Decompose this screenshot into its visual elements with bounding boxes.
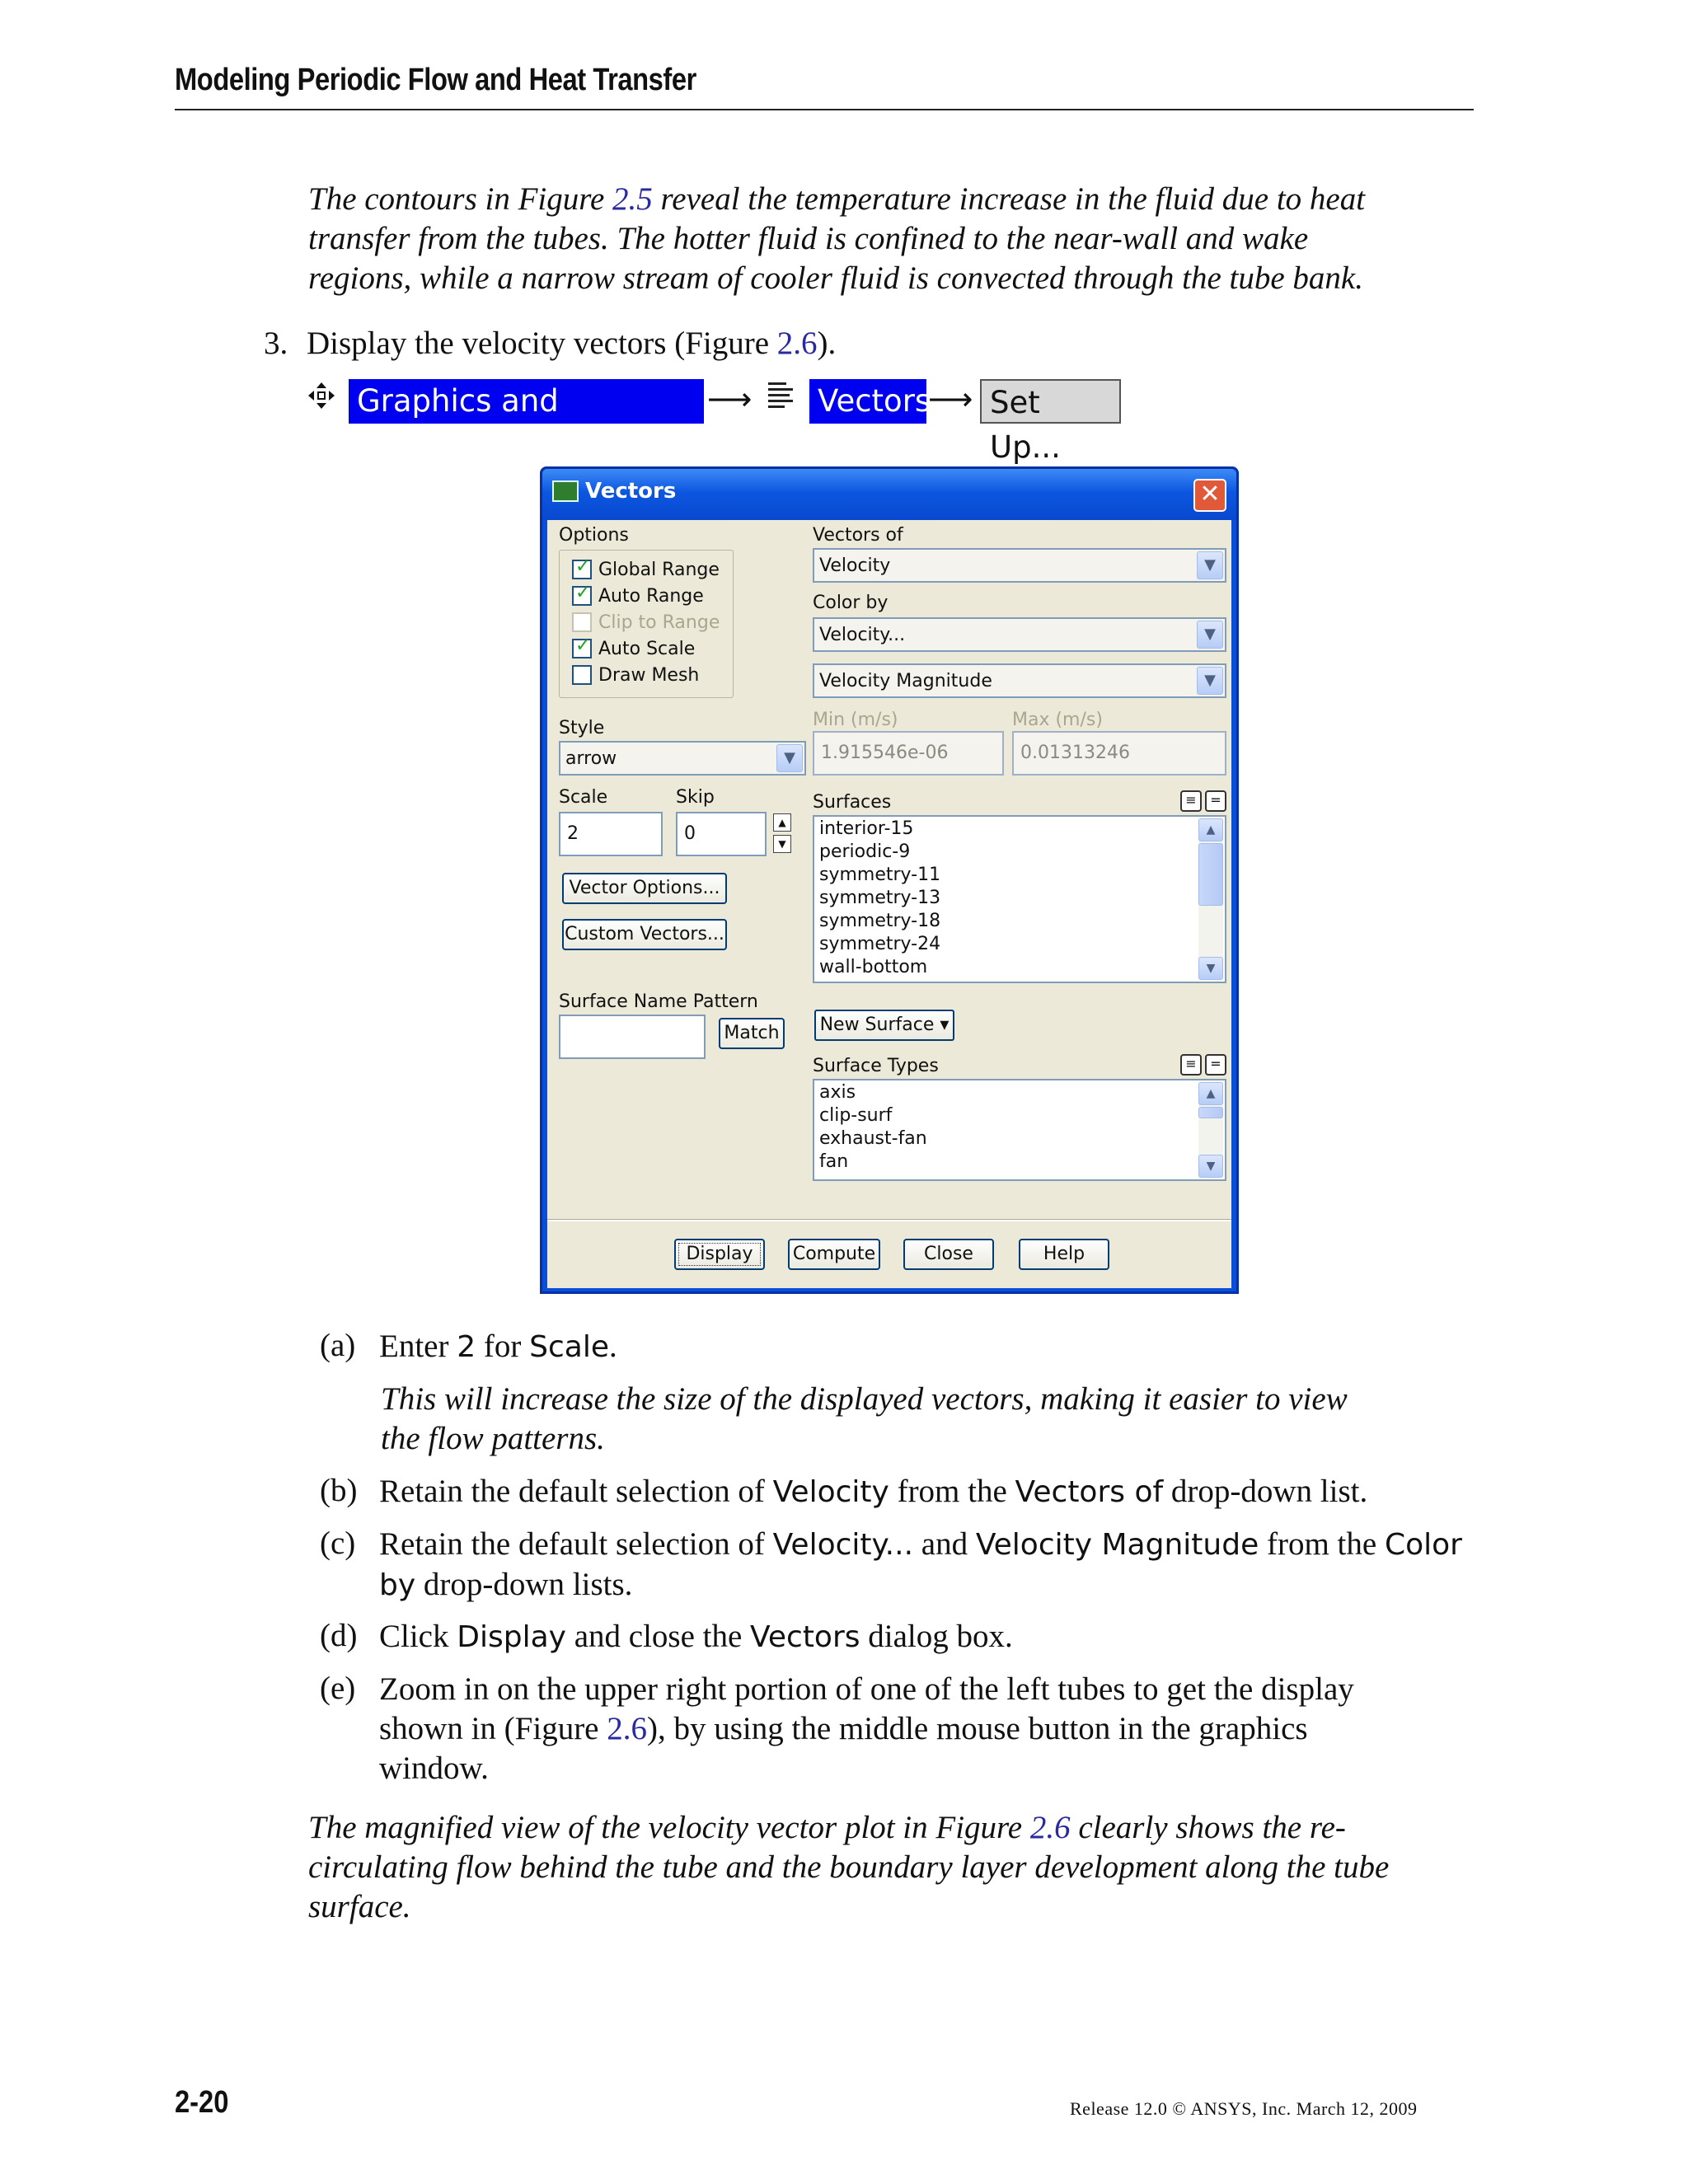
list-item[interactable]: interior-15 xyxy=(819,818,914,839)
close-button[interactable]: Close xyxy=(903,1239,994,1270)
intro-line-1: The contours in Figure 2.5 reveal the temperature increase in the fluid due to heat xyxy=(308,181,1366,217)
header-rule xyxy=(175,109,1474,110)
scroll-up-icon[interactable]: ▲ xyxy=(1198,818,1223,841)
scale-input[interactable] xyxy=(559,812,663,856)
list-item[interactable]: symmetry-24 xyxy=(819,934,941,954)
substep-c-line-2: by drop-down lists. xyxy=(379,1567,633,1602)
color-by-dropdown[interactable] xyxy=(813,617,1226,652)
closing-paragraph xyxy=(308,1808,1474,1927)
surface-name-pattern-input[interactable] xyxy=(559,1015,706,1059)
help-button[interactable]: Help xyxy=(1019,1239,1109,1270)
clip-to-range-label: Clip to Range xyxy=(598,612,720,633)
figure-link[interactable]: 2.6 xyxy=(1029,1810,1071,1845)
min-field xyxy=(813,731,1004,776)
deselect-all-icon[interactable]: = xyxy=(1205,790,1226,812)
global-range-label: Global Range xyxy=(598,560,720,580)
substep-d-label: (d) xyxy=(320,1618,358,1653)
closing-line-2: circulating flow behind the tube and the boundary layer development along the tube xyxy=(308,1849,1390,1885)
substep-e-line-2: shown in (Figure 2.6), by using the middle mouse button in the graphics xyxy=(379,1711,1308,1746)
color-by-value: Velocity... xyxy=(819,625,906,645)
auto-range-checkbox[interactable] xyxy=(572,583,592,606)
substep-b-label: (b) xyxy=(320,1473,358,1508)
options-label: Options xyxy=(559,525,629,546)
scroll-thumb[interactable] xyxy=(1198,1107,1223,1118)
vectors-of-label: Vectors of xyxy=(813,525,903,546)
note-line: This will increase the size of the displayed vectors, making it easier to view xyxy=(381,1381,1348,1417)
dialog-title: Vectors xyxy=(585,479,677,504)
check-icon: ✓ xyxy=(575,556,591,577)
match-button[interactable]: Match xyxy=(719,1018,785,1049)
substep-b-text: Retain the default selection of Velocity from the Vectors of drop-down list. xyxy=(379,1474,1368,1509)
substep-c-line-1: Retain the default selection of Velocity... and Velocity Magnitude from the Color xyxy=(379,1526,1462,1562)
skip-increment-icon[interactable]: ▲ xyxy=(773,813,791,832)
clip-to-range-checkbox[interactable] xyxy=(572,612,592,632)
surface-types-list[interactable] xyxy=(813,1079,1226,1181)
list-item[interactable]: clip-surf xyxy=(819,1105,893,1126)
list-item[interactable]: axis xyxy=(819,1082,856,1103)
style-label: Style xyxy=(559,718,605,738)
scale-value: 2 xyxy=(567,823,579,844)
substep-d-text: Click Display and close the Vectors dialog box. xyxy=(379,1619,1013,1654)
auto-range-label: Auto Range xyxy=(598,586,704,607)
style-dropdown[interactable] xyxy=(559,741,806,776)
draw-mesh-checkbox[interactable] xyxy=(572,665,592,685)
max-field xyxy=(1012,731,1226,776)
color-by-sub-dropdown[interactable] xyxy=(813,663,1226,698)
closing-line-1: The magnified view of the velocity vector plot in Figure 2.6 clearly shows the re- xyxy=(308,1810,1346,1845)
substep-e-line-1: Zoom in on the upper right portion of one of the left tubes to get the display xyxy=(379,1671,1354,1707)
list-item[interactable]: fan xyxy=(819,1151,849,1172)
list-icon xyxy=(767,379,795,412)
skip-label: Skip xyxy=(676,787,715,808)
fluent-window-icon xyxy=(552,480,579,502)
substep-a-label: (a) xyxy=(320,1328,356,1363)
figure-link[interactable]: 2.6 xyxy=(776,326,818,361)
substep-a-text: Enter 2 for Scale. xyxy=(379,1329,617,1364)
intro-line-2: transfer from the tubes. The hotter fluid is confined to the near-wall and wake xyxy=(308,221,1309,256)
scroll-thumb[interactable] xyxy=(1198,843,1223,906)
skip-decrement-icon[interactable]: ▼ xyxy=(773,835,791,853)
check-icon: ✓ xyxy=(575,583,591,603)
draw-mesh-label: Draw Mesh xyxy=(598,665,700,686)
list-item[interactable]: symmetry-11 xyxy=(819,865,941,885)
skip-value: 0 xyxy=(684,823,696,844)
auto-scale-label: Auto Scale xyxy=(598,639,696,659)
vectors-of-dropdown[interactable] xyxy=(813,548,1226,583)
check-icon: ✓ xyxy=(575,635,591,656)
surfaces-label: Surfaces xyxy=(813,792,892,813)
scroll-down-icon[interactable]: ▼ xyxy=(1198,1155,1223,1178)
new-surface-button[interactable]: New Surface ▾ xyxy=(814,1010,954,1041)
substep-e-label: (e) xyxy=(320,1671,356,1706)
surfaces-list[interactable] xyxy=(813,815,1226,983)
vectors-link[interactable]: Vectors xyxy=(809,379,926,424)
path-arrow: ⟶ xyxy=(707,381,753,417)
scale-label: Scale xyxy=(559,787,608,808)
surface-types-label: Surface Types xyxy=(813,1056,939,1076)
min-value: 1.915546e-06 xyxy=(821,743,949,763)
deselect-all-icon[interactable]: = xyxy=(1205,1054,1226,1076)
dialog-client-area xyxy=(547,520,1231,1288)
substep-a-note xyxy=(381,1380,1474,1459)
list-item[interactable]: wall-bottom xyxy=(819,957,928,977)
chevron-down-icon[interactable]: ▼ xyxy=(1197,667,1223,695)
set-up-button[interactable]: Set Up... xyxy=(980,379,1121,424)
substep-e-text xyxy=(379,1670,1474,1788)
release-line: Release 12.0 © ANSYS, Inc. March 12, 2009 xyxy=(1070,2098,1418,2119)
step-3-text: Display the velocity vectors (Figure 2.6). xyxy=(307,326,837,361)
intro-line-3: regions, while a narrow stream of cooler fluid is convected through the tube bank. xyxy=(308,260,1363,296)
display-button[interactable]: Display xyxy=(674,1239,765,1270)
list-item[interactable]: symmetry-18 xyxy=(819,911,941,931)
global-range-checkbox[interactable] xyxy=(572,556,592,579)
vectors-dialog xyxy=(540,466,1239,1294)
note-line: the flow patterns. xyxy=(381,1421,605,1456)
select-all-icon[interactable]: ≡ xyxy=(1180,790,1202,812)
closing-line-3: surface. xyxy=(308,1889,411,1924)
surface-name-pattern-label: Surface Name Pattern xyxy=(559,991,758,1012)
list-item[interactable]: periodic-9 xyxy=(819,841,911,862)
list-item[interactable]: symmetry-13 xyxy=(819,888,941,908)
surfaces-scrollbar[interactable] xyxy=(1198,818,1223,980)
dialog-titlebar[interactable] xyxy=(542,469,1236,520)
chevron-down-icon[interactable]: ▼ xyxy=(1197,551,1223,579)
intro-paragraph xyxy=(308,180,1474,298)
path-arrow: ⟶ xyxy=(928,381,973,417)
custom-vectors-button[interactable]: Custom Vectors... xyxy=(562,919,727,950)
navigation-pane-icon xyxy=(307,381,336,410)
scroll-up-icon[interactable]: ▲ xyxy=(1198,1082,1223,1105)
running-head: Modeling Periodic Flow and Heat Transfer xyxy=(175,63,696,97)
substep-c-label: (c) xyxy=(320,1526,356,1561)
color-by-label: Color by xyxy=(813,593,889,613)
step-number: 3. xyxy=(264,326,288,361)
auto-scale-checkbox[interactable] xyxy=(572,635,592,658)
chevron-down-icon[interactable]: ▼ xyxy=(776,744,803,772)
scroll-down-icon[interactable]: ▼ xyxy=(1198,957,1223,980)
close-window-button[interactable]: ✕ xyxy=(1193,479,1226,512)
substep-e-line-3: window. xyxy=(379,1750,489,1786)
vectors-of-value: Velocity xyxy=(819,555,891,576)
select-all-icon[interactable]: ≡ xyxy=(1180,1054,1202,1076)
button-row-separator xyxy=(547,1219,1231,1221)
surface-types-scrollbar[interactable] xyxy=(1198,1082,1223,1178)
style-value: arrow xyxy=(565,748,617,769)
chevron-down-icon[interactable]: ▼ xyxy=(1197,621,1223,649)
max-value: 0.01313246 xyxy=(1020,743,1130,763)
max-label: Max (m/s) xyxy=(1012,710,1103,730)
list-item[interactable]: exhaust-fan xyxy=(819,1128,927,1149)
compute-button[interactable]: Compute xyxy=(788,1239,880,1270)
graphics-and-animations-link[interactable]: Graphics and Animations xyxy=(349,379,704,424)
min-label: Min (m/s) xyxy=(813,710,898,730)
color-by-sub-value: Velocity Magnitude xyxy=(819,671,992,691)
figure-link[interactable]: 2.6 xyxy=(607,1711,647,1746)
page-number: 2-20 xyxy=(175,2085,229,2120)
vector-options-button[interactable]: Vector Options... xyxy=(562,873,727,904)
figure-link[interactable]: 2.5 xyxy=(612,181,653,217)
skip-input[interactable] xyxy=(676,812,767,856)
substep-c-text xyxy=(379,1525,1475,1605)
